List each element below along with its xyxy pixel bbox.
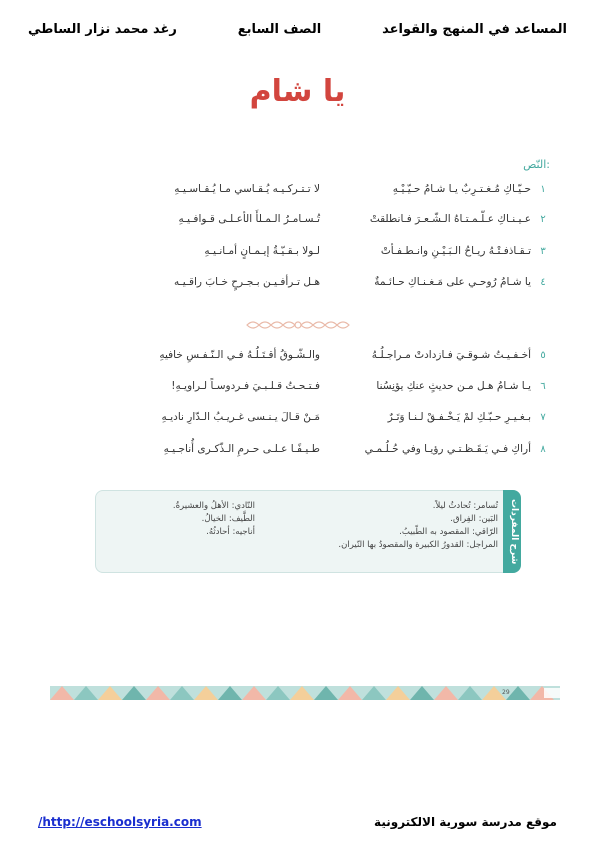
verse-number: ٨ [540,443,546,455]
verse-number: ١ [540,183,546,195]
header-grade: الصف السابع [237,22,322,37]
glossary-entry: أناجيه: أحادثُهُ. [206,527,255,537]
page-header [28,22,567,42]
verse-second-hemistich: هـل تـرأفـيـن بـجـرحٍ خـابَ راقـيـه [174,276,320,288]
verse-4 [60,271,555,293]
floral-divider-icon [243,318,353,332]
verse-first-hemistich: أخـفـيـتُ شـوقـيَ فـازدادتْ مـراجـلُـهُ [371,349,531,361]
glossary-entry: الطَّيف: الخيالُ. [201,514,255,524]
verse-second-hemistich: لا تـتـركـيـه يُـقـاسي مـا يُـقـاسـيـهِ [174,183,320,195]
verse-second-hemistich: لـولا بـقـيّـةُ إيـمـانٍ أمـانـيـهِ [204,245,320,257]
verse-1 [60,178,555,200]
glossary-tab-label: شرح المفردات [509,499,519,565]
verse-7 [60,406,555,428]
verse-number: ٥ [540,349,546,361]
verse-number: ٧ [540,411,546,423]
verse-number: ٤ [540,276,546,288]
section-label: النّص: [523,158,550,171]
verse-first-hemistich: عـيـنـاكِ عـلّـمـتـاهُ الـشّـعـرَ فـانطلقتْ [369,213,531,225]
verse-second-hemistich: فـتـحـتُ قـلـبـيَ فـردوسـاً لـراويـهِ! [171,380,320,392]
verse-number: ٦ [540,380,546,392]
verse-second-hemistich: مَـنْ قـالَ يـنـسى غـريـبُ الـدّارِ ناديـهِ [161,411,320,423]
glossary-entry: البَين: الفِراق. [450,514,498,524]
website-link[interactable]: /http://eschoolsyria.com [38,815,202,829]
verse-first-hemistich: يا شـامُ رُوحـي على مَـغـنـاكِ حـائـمةٌ [374,276,531,288]
header-subject: المساعد في المنهج والقواعد [382,22,567,37]
verse-number: ٢ [540,213,546,225]
glossary-entry: الرّاقي: المقصود به الطّبيبُ. [399,527,498,537]
header-author: رغد محمد نزار الساطي [28,22,177,37]
verse-6 [60,375,555,397]
glossary-entry: النّادي: الأهلُ والعشيرةُ. [172,501,255,511]
verse-second-hemistich: طـيـفًـا عـلـى حـرمِ الـذّكـرى أُناجـيـهِ [163,443,320,455]
verse-first-hemistich: يـا شـامُ هـل مـن حديثٍ عنكِ يؤنِسُنا [376,380,531,392]
decorative-banner [50,686,560,700]
verse-first-hemistich: أراكِ فـي يَـقَـظـتـي رؤيـا وفي حُـلُـمـي [364,443,531,455]
verse-first-hemistich: تـقـاذفـتْـهُ ريـاحُ الـبَـيْـنِ وانـطـفـأتْ [380,245,531,257]
poem-title: يا شام [249,74,346,109]
page-number: 29 [502,689,510,696]
verse-second-hemistich: والـشّـوقُ أقـتَـلُـهُ فـي الـنّـفـسِ خافيهِ [159,349,320,361]
glossary-entry: تُسامر: تُحادثُ ليلاً. [432,501,498,511]
verse-2 [60,208,555,230]
verse-number: ٣ [540,245,546,257]
glossary-column-right [298,500,498,552]
verse-3 [60,240,555,262]
glossary-entry: المراجل: القدورُ الكبيرة والمقصودُ بها النّيران. [338,540,498,550]
footer-site-name: موقع مدرسة سورية الالكترونية [374,815,557,829]
verse-first-hemistich: بـغـيـرِ حـبّـكِ لمْ يَـخْـفـقْ لـنـا وَتَـرٌ [387,411,531,423]
verse-second-hemistich: تُـسـامـرُ الـمـلأَ الأعـلـى قـوافـيـهِ [178,213,320,225]
glossary-column-left [95,500,255,539]
verse-first-hemistich: حـيّـاكِ مُـغـتـرِبٌ يـا شـامُ حـيّـيْـهِ [392,183,531,195]
verse-5 [60,344,555,366]
verse-8 [60,438,555,460]
